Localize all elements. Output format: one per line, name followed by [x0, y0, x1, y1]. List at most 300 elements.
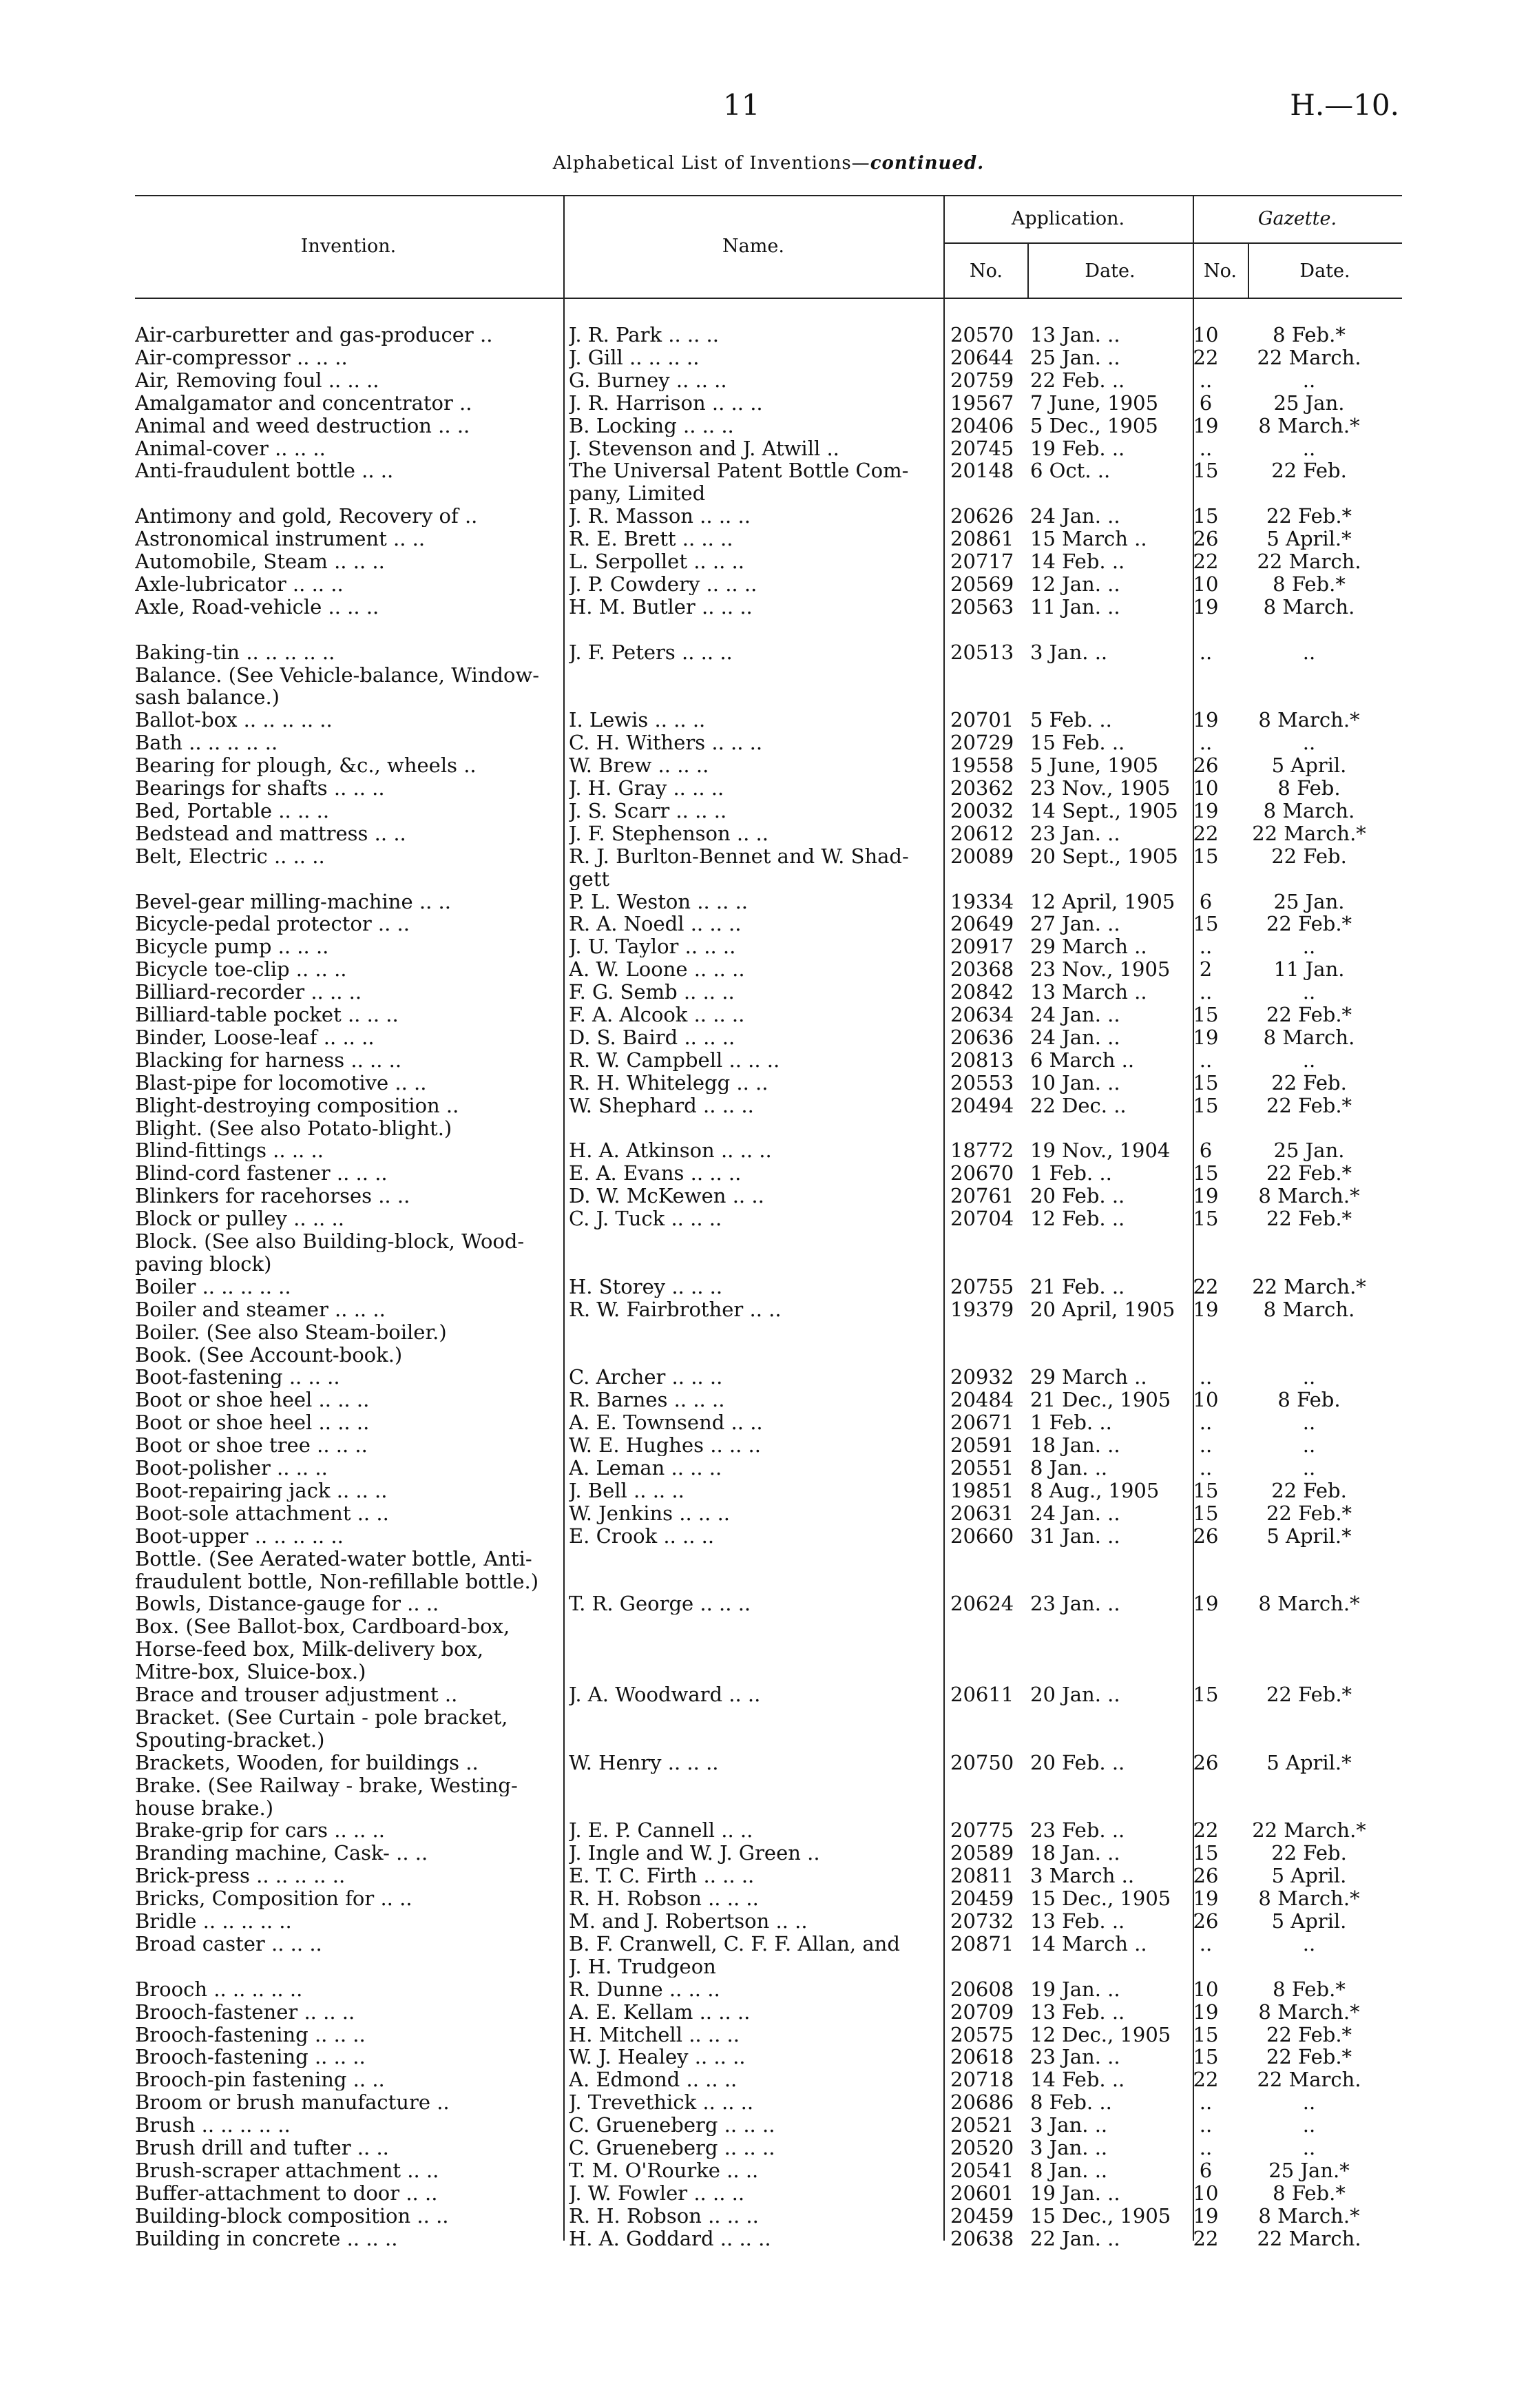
name-cell: B. F. Cranwell, C. F. F. Allan, and [569, 1932, 900, 1955]
name-cell: E. T. C. Firth .. .. .. [569, 1865, 755, 1887]
application-date-cell: 21 Dec., 1905 [1030, 1388, 1171, 1412]
application-number-cell: 20750 [950, 1750, 1014, 1774]
invention-cell: Brooch-fastening .. .. .. [135, 2023, 366, 2046]
name-cell: H. Storey .. .. .. [569, 1275, 723, 1298]
application-number-cell: 20591 [950, 1433, 1014, 1457]
gazette-date-cell: 5 April. [1271, 1864, 1347, 1888]
invention-cell: Bicycle pump .. .. .. [135, 935, 329, 958]
application-number-cell: 20842 [950, 980, 1014, 1004]
gazette-date-cell: .. [1302, 2090, 1316, 2115]
application-date-cell: 12 Dec., 1905 [1030, 2022, 1171, 2046]
name-cell: H. Mitchell .. .. .. [569, 2023, 740, 2046]
gazette-date-cell: .. [1302, 1365, 1316, 1389]
application-number-cell: 20811 [950, 1864, 1014, 1888]
application-number-cell: 20608 [950, 1977, 1014, 2001]
application-date-cell: 21 Feb. .. [1030, 1274, 1125, 1298]
application-date-cell: 29 March .. [1030, 935, 1147, 959]
invention-cell: Blind-fittings .. .. .. [135, 1139, 324, 1162]
invention-cell: Brush drill and tufter .. .. [135, 2137, 389, 2159]
gazette-number-cell: 19 [1193, 1887, 1219, 1911]
application-date-cell: 5 June, 1905 [1030, 754, 1159, 778]
invention-cell: Bicycle-pedal protector .. .. [135, 913, 410, 935]
application-date-cell: 12 Jan. .. [1030, 572, 1120, 596]
gazette-date-cell: 8 March.* [1258, 708, 1360, 732]
application-number-cell: 20917 [950, 935, 1014, 959]
gazette-number-cell: .. [1199, 436, 1213, 460]
header-name: Name. [722, 236, 784, 257]
gazette-number-cell: 19 [1193, 2000, 1219, 2024]
invention-cell: Branding machine, Cask- .. .. [135, 1842, 428, 1865]
gazette-date-cell: 22 March.* [1252, 821, 1366, 845]
gazette-date-cell: 22 Feb.* [1266, 504, 1352, 528]
application-number-cell: 19567 [950, 391, 1014, 415]
application-number-cell: 20032 [950, 798, 1014, 822]
invention-cell: Brake-grip for cars .. .. .. [135, 1819, 385, 1842]
invention-cell: Blast-pipe for locomotive .. .. [135, 1071, 427, 1094]
gazette-date-cell: 22 Feb. [1271, 1841, 1347, 1865]
application-number-cell: 20541 [950, 2158, 1014, 2182]
invention-cell: Book. (See Account-book.) [135, 1343, 403, 1366]
gazette-number-cell: 22 [1193, 550, 1219, 573]
name-cell: J. F. Stephenson .. .. [569, 822, 768, 844]
name-cell: J. E. P. Cannell .. .. [569, 1819, 753, 1842]
gazette-date-cell: .. [1302, 436, 1316, 460]
name-cell: J. R. Masson .. .. .. [569, 505, 751, 528]
document-code: H.—10. [1290, 88, 1399, 122]
name-cell: pany, Limited [569, 482, 706, 505]
gazette-number-cell: 19 [1193, 1025, 1219, 1049]
gazette-number-cell: 15 [1193, 1070, 1219, 1094]
gazette-date-cell: 5 April.* [1266, 527, 1352, 551]
gazette-date-cell: 22 Feb.* [1266, 1161, 1352, 1185]
name-cell: A. W. Loone .. .. .. [569, 958, 745, 981]
application-number-cell: 20513 [950, 640, 1014, 664]
application-number-cell: 19851 [950, 1478, 1014, 1502]
application-date-cell: 19 Jan. .. [1030, 2181, 1120, 2205]
application-date-cell: 14 March .. [1030, 1931, 1147, 1955]
invention-cell: Blinkers for racehorses .. .. [135, 1185, 410, 1207]
gazette-date-cell: 8 Feb. [1277, 776, 1341, 800]
invention-cell: Spouting-bracket.) [135, 1728, 325, 1751]
application-date-cell: 15 March .. [1030, 527, 1147, 551]
application-date-cell: 20 Sept., 1905 [1030, 844, 1178, 868]
gazette-number-cell: 10 [1193, 1977, 1219, 2001]
gazette-number-cell: .. [1199, 1365, 1213, 1389]
invention-cell: Boot or shoe heel .. .. .. [135, 1389, 370, 1411]
header-gazette-label: Gazette. [1257, 208, 1337, 229]
application-date-cell: 24 Jan. .. [1030, 1025, 1120, 1049]
invention-cell: Animal-cover .. .. .. [135, 437, 326, 459]
name-cell: G. Burney .. .. .. [569, 369, 727, 391]
application-date-cell: 20 April, 1905 [1030, 1297, 1175, 1321]
gazette-number-cell: .. [1199, 1433, 1213, 1457]
gazette-number-cell: 15 [1193, 912, 1219, 936]
name-cell: H. A. Goddard .. .. .. [569, 2227, 771, 2250]
application-number-cell: 20709 [950, 2000, 1014, 2024]
application-number-cell: 20671 [950, 1411, 1014, 1435]
gazette-number-cell: 15 [1193, 1003, 1219, 1026]
gazette-number-cell: 26 [1193, 527, 1219, 551]
application-number-cell: 20575 [950, 2022, 1014, 2046]
invention-cell: Bath .. .. .. .. .. [135, 731, 278, 754]
gazette-number-cell: 19 [1193, 1592, 1219, 1616]
application-number-cell: 20871 [950, 1931, 1014, 1955]
gazette-number-cell: 15 [1193, 844, 1219, 868]
gazette-number-cell: .. [1199, 1048, 1213, 1072]
application-date-cell: 22 Feb. .. [1030, 368, 1125, 392]
name-cell: A. E. Kellam .. .. .. [569, 2000, 751, 2023]
application-date-cell: 23 Feb. .. [1030, 1818, 1125, 1843]
application-number-cell: 20553 [950, 1070, 1014, 1094]
name-cell: A. Edmond .. .. .. [569, 2068, 738, 2091]
invention-cell: Block. (See also Building-block, Wood- [135, 1230, 525, 1252]
application-date-cell: 19 Feb. .. [1030, 436, 1125, 460]
name-cell: E. A. Evans .. .. .. [569, 1162, 742, 1185]
invention-cell: Brush .. .. .. .. .. [135, 2114, 291, 2137]
invention-cell: Buffer-attachment to door .. .. [135, 2181, 438, 2204]
invention-cell: Building-block composition .. .. [135, 2204, 449, 2227]
application-number-cell: 20732 [950, 1909, 1014, 1933]
invention-cell: Ballot-box .. .. .. .. .. [135, 709, 333, 731]
application-number-cell: 20932 [950, 1365, 1014, 1389]
invention-cell: house brake.) [135, 1796, 274, 1819]
gazette-date-cell: 22 Feb. [1271, 844, 1347, 868]
gazette-number-cell: 10 [1193, 776, 1219, 800]
gazette-number-cell: .. [1199, 640, 1213, 664]
invention-cell: Horse-feed box, Milk-delivery box, [135, 1638, 484, 1661]
application-number-cell: 20563 [950, 594, 1014, 619]
gazette-number-cell: 15 [1193, 1093, 1219, 1117]
invention-cell: Animal and weed destruction .. .. [135, 414, 470, 437]
application-date-cell: 19 Jan. .. [1030, 1977, 1120, 2001]
name-cell: A. E. Townsend .. .. [569, 1411, 763, 1434]
application-number-cell: 20634 [950, 1003, 1014, 1026]
gazette-number-cell: 15 [1193, 1841, 1219, 1865]
application-number-cell: 20406 [950, 413, 1014, 437]
gazette-date-cell: .. [1302, 935, 1316, 959]
gazette-date-cell: 8 March.* [1258, 1184, 1360, 1208]
name-cell: J. F. Peters .. .. .. [569, 641, 733, 663]
gazette-number-cell: 19 [1193, 413, 1219, 437]
name-cell: The Universal Patent Bottle Com- [569, 459, 909, 482]
table-top-rule [135, 195, 1402, 196]
invention-cell: Boot-polisher .. .. .. [135, 1457, 328, 1479]
application-number-cell: 20569 [950, 572, 1014, 596]
application-date-cell: 8 Aug., 1905 [1030, 1478, 1160, 1502]
name-cell: J. H. Gray .. .. .. [569, 777, 724, 799]
name-cell: T. M. O'Rourke .. .. [569, 2159, 759, 2181]
gazette-number-cell: 2 [1199, 957, 1213, 982]
header-application: Application. [1011, 208, 1125, 229]
name-cell: F. G. Semb .. .. .. [569, 981, 735, 1004]
application-number-cell: 20631 [950, 1501, 1014, 1525]
gazette-date-cell: 5 April. [1271, 1909, 1347, 1933]
application-number-cell: 20601 [950, 2181, 1014, 2205]
invention-cell: Brush-scraper attachment .. .. [135, 2159, 439, 2181]
name-cell: I. Lewis .. .. .. [569, 709, 706, 731]
name-cell: D. W. McKewen .. .. [569, 1185, 764, 1207]
name-cell: R. E. Brett .. .. .. [569, 528, 733, 550]
gazette-date-cell: 22 March. [1257, 345, 1361, 369]
gazette-number-cell: 6 [1199, 391, 1213, 415]
application-number-cell: 20717 [950, 550, 1014, 573]
name-cell: M. and J. Robertson .. .. [569, 1910, 808, 1932]
gazette-number-cell: .. [1199, 2090, 1213, 2115]
gazette-date-cell: 8 March.* [1258, 1887, 1360, 1911]
application-number-cell: 20861 [950, 527, 1014, 551]
application-date-cell: 14 Sept., 1905 [1030, 798, 1178, 822]
application-date-cell: 18 Jan. .. [1030, 1841, 1120, 1865]
gazette-number-cell: 19 [1193, 1184, 1219, 1208]
gazette-date-cell: 25 Jan. [1273, 391, 1345, 415]
name-cell: R. H. Whitelegg .. .. [569, 1071, 768, 1094]
gazette-date-cell: 5 April.* [1266, 1524, 1352, 1548]
invention-cell: Bracket. (See Curtain - pole bracket, [135, 1705, 508, 1728]
name-cell: J. R. Harrison .. .. .. [569, 391, 763, 414]
application-date-cell: 23 Nov., 1905 [1030, 957, 1171, 982]
invention-cell: Bearing for plough, &c., wheels .. [135, 754, 477, 777]
gazette-date-cell: .. [1302, 980, 1316, 1004]
application-number-cell: 20649 [950, 912, 1014, 936]
gazette-number-cell: 22 [1193, 2226, 1219, 2250]
name-cell: W. Shephard .. .. .. [569, 1094, 754, 1117]
application-date-cell: 31 Jan. .. [1030, 1524, 1120, 1548]
name-cell: J. Gill .. .. .. .. [569, 346, 700, 369]
application-date-cell: 7 June, 1905 [1030, 391, 1159, 415]
gazette-number-cell: 26 [1193, 754, 1219, 778]
invention-cell: Bridle .. .. .. .. .. [135, 1910, 292, 1932]
application-number-cell: 20624 [950, 1592, 1014, 1616]
application-subheader-rule [943, 242, 1402, 244]
invention-cell: Astronomical instrument .. .. [135, 528, 426, 550]
name-cell: J. U. Taylor .. .. .. [569, 935, 736, 958]
gazette-number-cell: 15 [1193, 1683, 1219, 1706]
name-cell: R. A. Noedl .. .. .. [569, 913, 742, 935]
application-date-cell: 15 Dec., 1905 [1030, 1887, 1171, 1911]
gazette-date-cell: 25 Jan. [1273, 1139, 1345, 1163]
gazette-date-cell: .. [1302, 1048, 1316, 1072]
name-cell: H. M. Butler .. .. .. [569, 595, 753, 618]
name-cell: gett [569, 867, 610, 890]
gazette-number-cell: 19 [1193, 594, 1219, 619]
name-cell: J. Trevethick .. .. .. [569, 2091, 754, 2114]
name-cell: J. H. Trudgeon [569, 1955, 716, 1978]
invention-cell: Brooch-fastener .. .. .. [135, 2000, 355, 2023]
name-cell: L. Serpollet .. .. .. [569, 550, 744, 572]
invention-cell: Broad caster .. .. .. [135, 1932, 322, 1955]
application-number-cell: 20718 [950, 2068, 1014, 2092]
application-number-cell: 20494 [950, 1093, 1014, 1117]
application-date-cell: 6 Oct. .. [1030, 459, 1111, 483]
invention-cell: Building in concrete .. .. .. [135, 2227, 398, 2250]
page-number: 11 [723, 88, 760, 122]
application-number-cell: 20701 [950, 708, 1014, 732]
invention-cell: Boot-sole attachment .. .. [135, 1502, 389, 1524]
application-number-cell: 20612 [950, 821, 1014, 845]
invention-cell: paving block) [135, 1252, 272, 1275]
gazette-date-cell: 22 Feb.* [1266, 1501, 1352, 1525]
name-cell: R. W. Campbell .. .. .. [569, 1048, 780, 1071]
gazette-number-cell: .. [1199, 1931, 1213, 1955]
application-date-cell: 11 Jan. .. [1030, 594, 1120, 619]
gazette-date-cell: 22 March. [1257, 2068, 1361, 2092]
name-cell: W. Jenkins .. .. .. [569, 1502, 731, 1524]
gazette-date-cell: 22 March. [1257, 2226, 1361, 2250]
application-number-cell: 20459 [950, 2203, 1014, 2228]
gazette-number-cell: .. [1199, 2136, 1213, 2159]
gazette-date-cell: 22 Feb.* [1266, 2045, 1352, 2069]
application-date-cell: 22 Jan. .. [1030, 2226, 1120, 2250]
header-invention: Invention. [300, 236, 397, 257]
gazette-date-cell: 22 March.* [1252, 1818, 1366, 1843]
application-date-cell: 23 Nov., 1905 [1030, 776, 1171, 800]
application-date-cell: 13 Jan. .. [1030, 323, 1120, 346]
gazette-date-cell: 22 Feb.* [1266, 1093, 1352, 1117]
application-number-cell: 20626 [950, 504, 1014, 528]
application-date-cell: 6 March .. [1030, 1048, 1135, 1072]
invention-cell: fraudulent bottle, Non-refillable bottle.) [135, 1570, 539, 1592]
invention-cell: Axle-lubricator .. .. .. [135, 572, 344, 595]
application-number-cell: 20686 [950, 2090, 1014, 2115]
gazette-number-cell: 15 [1193, 1478, 1219, 1502]
application-number-cell: 19379 [950, 1297, 1014, 1321]
application-number-cell: 20745 [950, 436, 1014, 460]
gazette-number-cell: 15 [1193, 1501, 1219, 1525]
name-cell: E. Crook .. .. .. [569, 1524, 715, 1547]
gazette-number-cell: .. [1199, 1456, 1213, 1480]
name-cell: T. R. George .. .. .. [569, 1592, 751, 1615]
invention-cell: Boiler .. .. .. .. .. [135, 1275, 291, 1298]
application-date-cell: 8 Jan. .. [1030, 2158, 1108, 2182]
gazette-number-cell: 22 [1193, 345, 1219, 369]
application-date-cell: 8 Jan. .. [1030, 1456, 1108, 1480]
application-number-cell: 19334 [950, 889, 1014, 913]
application-date-cell: 24 Jan. .. [1030, 1003, 1120, 1026]
application-date-cell: 13 Feb. .. [1030, 1909, 1125, 1933]
gazette-number-cell: 26 [1193, 1864, 1219, 1888]
gazette-date-cell: 22 Feb.* [1266, 1207, 1352, 1231]
invention-cell: Boot or shoe tree .. .. .. [135, 1434, 368, 1457]
name-cell: C. Grueneberg .. .. .. [569, 2137, 775, 2159]
name-cell: R. Dunne .. .. .. [569, 1978, 720, 2000]
application-date-cell: 1 Feb. .. [1030, 1411, 1112, 1435]
application-date-cell: 13 March .. [1030, 980, 1147, 1004]
application-number-cell: 20520 [950, 2136, 1014, 2159]
name-cell: R. J. Burlton-Bennet and W. Shad- [569, 844, 909, 867]
name-cell: C. Grueneberg .. .. .. [569, 2114, 775, 2137]
header-app-no: No. [970, 260, 1003, 282]
gazette-date-cell: 8 March. [1263, 798, 1355, 822]
application-date-cell: 5 Feb. .. [1030, 708, 1112, 732]
gazette-date-cell: .. [1302, 2113, 1316, 2137]
gazette-date-cell: 8 Feb.* [1273, 2181, 1346, 2205]
gazette-number-cell: 15 [1193, 2022, 1219, 2046]
application-number-cell: 20644 [950, 345, 1014, 369]
gazette-date-cell: 22 Feb.* [1266, 912, 1352, 936]
gazette-date-cell: 22 March. [1257, 550, 1361, 573]
invention-cell: Belt, Electric .. .. .. [135, 844, 325, 867]
invention-cell: Boiler. (See also Steam-boiler.) [135, 1320, 447, 1343]
header-gazette [1194, 208, 1401, 229]
application-date-cell: 12 April, 1905 [1030, 889, 1175, 913]
invention-cell: Brake. (See Railway - brake, Westing- [135, 1774, 518, 1796]
invention-cell: Brooch-fastening .. .. .. [135, 2046, 366, 2068]
application-date-cell: 15 Dec., 1905 [1030, 2203, 1171, 2228]
gazette-date-cell: 8 Feb.* [1273, 572, 1346, 596]
invention-cell: Balance. (See Vehicle-balance, Window- [135, 663, 540, 686]
application-number-cell: 20704 [950, 1207, 1014, 1231]
gazette-date-cell: 11 Jan. [1273, 957, 1345, 982]
name-cell: R. H. Robson .. .. .. [569, 2204, 759, 2227]
invention-cell: Boot-fastening .. .. .. [135, 1366, 340, 1389]
gazette-number-cell: 10 [1193, 572, 1219, 596]
gazette-number-cell: 15 [1193, 459, 1219, 483]
gazette-number-cell: 22 [1193, 1818, 1219, 1843]
column-divider-name [563, 195, 565, 2241]
application-number-cell: 18772 [950, 1139, 1014, 1163]
name-cell: R. H. Robson .. .. .. [569, 1887, 759, 1910]
application-number-cell: 20368 [950, 957, 1014, 982]
header-gaz-no: No. [1204, 260, 1237, 282]
application-date-cell: 23 Jan. .. [1030, 1592, 1120, 1616]
gazette-number-cell: .. [1199, 935, 1213, 959]
application-number-cell: 20521 [950, 2113, 1014, 2137]
invention-cell: Bearings for shafts .. .. .. [135, 777, 385, 799]
gazette-date-cell: 8 March. [1263, 594, 1355, 619]
invention-cell: Automobile, Steam .. .. .. [135, 550, 385, 572]
header-app-date: Date. [1085, 260, 1136, 282]
title-prefix: Alphabetical List of Inventions— [552, 153, 870, 174]
name-cell: C. H. Withers .. .. .. [569, 731, 763, 754]
application-date-cell: 22 Dec. .. [1030, 1093, 1127, 1117]
column-divider-application [943, 195, 945, 2241]
application-number-cell: 20775 [950, 1818, 1014, 1843]
gazette-number-cell: 19 [1193, 1297, 1219, 1321]
gazette-date-cell: 8 March. [1263, 1025, 1355, 1049]
name-cell: J. Bell .. .. .. [569, 1479, 684, 1502]
invention-cell: Air-carburetter and gas-producer .. [135, 324, 493, 346]
invention-cell: Bottle. (See Aerated-water bottle, Anti- [135, 1547, 532, 1570]
gazette-date-cell: 8 Feb.* [1273, 323, 1346, 346]
gazette-number-cell: 15 [1193, 504, 1219, 528]
gazette-date-cell: .. [1302, 2136, 1316, 2159]
invention-cell: Brooch-pin fastening .. .. [135, 2068, 385, 2091]
gazette-number-cell: 6 [1199, 2158, 1213, 2182]
invention-cell: Baking-tin .. .. .. .. .. [135, 641, 335, 663]
invention-cell: Air, Removing foul .. .. .. [135, 369, 379, 391]
application-date-cell: 15 Feb. .. [1030, 731, 1125, 755]
application-date-cell: 3 March .. [1030, 1864, 1135, 1888]
invention-cell: Boiler and steamer .. .. .. [135, 1298, 386, 1320]
application-date-cell: 23 Jan. .. [1030, 821, 1120, 845]
invention-cell: Binder, Loose-leaf .. .. .. [135, 1026, 375, 1048]
application-date-cell: 3 Jan. .. [1030, 640, 1108, 664]
application-number-cell: 20759 [950, 368, 1014, 392]
application-date-cell: 1 Feb. .. [1030, 1161, 1112, 1185]
application-date-cell: 20 Jan. .. [1030, 1683, 1120, 1706]
invention-cell: Brick-press .. .. .. .. .. [135, 1865, 346, 1887]
application-number-cell: 20618 [950, 2045, 1014, 2069]
invention-cell: Blight. (See also Potato-blight.) [135, 1117, 452, 1139]
application-date-cell: 27 Jan. .. [1030, 912, 1120, 936]
application-date-cell: 25 Jan. .. [1030, 345, 1120, 369]
gazette-number-cell: 22 [1193, 1274, 1219, 1298]
application-date-cell: 23 Jan. .. [1030, 2045, 1120, 2069]
application-date-cell: 14 Feb. .. [1030, 550, 1125, 573]
gazette-date-cell: 8 March.* [1258, 2203, 1360, 2228]
application-date-cell: 24 Jan. .. [1030, 504, 1120, 528]
name-cell: J. Stevenson and J. Atwill .. [569, 437, 839, 459]
